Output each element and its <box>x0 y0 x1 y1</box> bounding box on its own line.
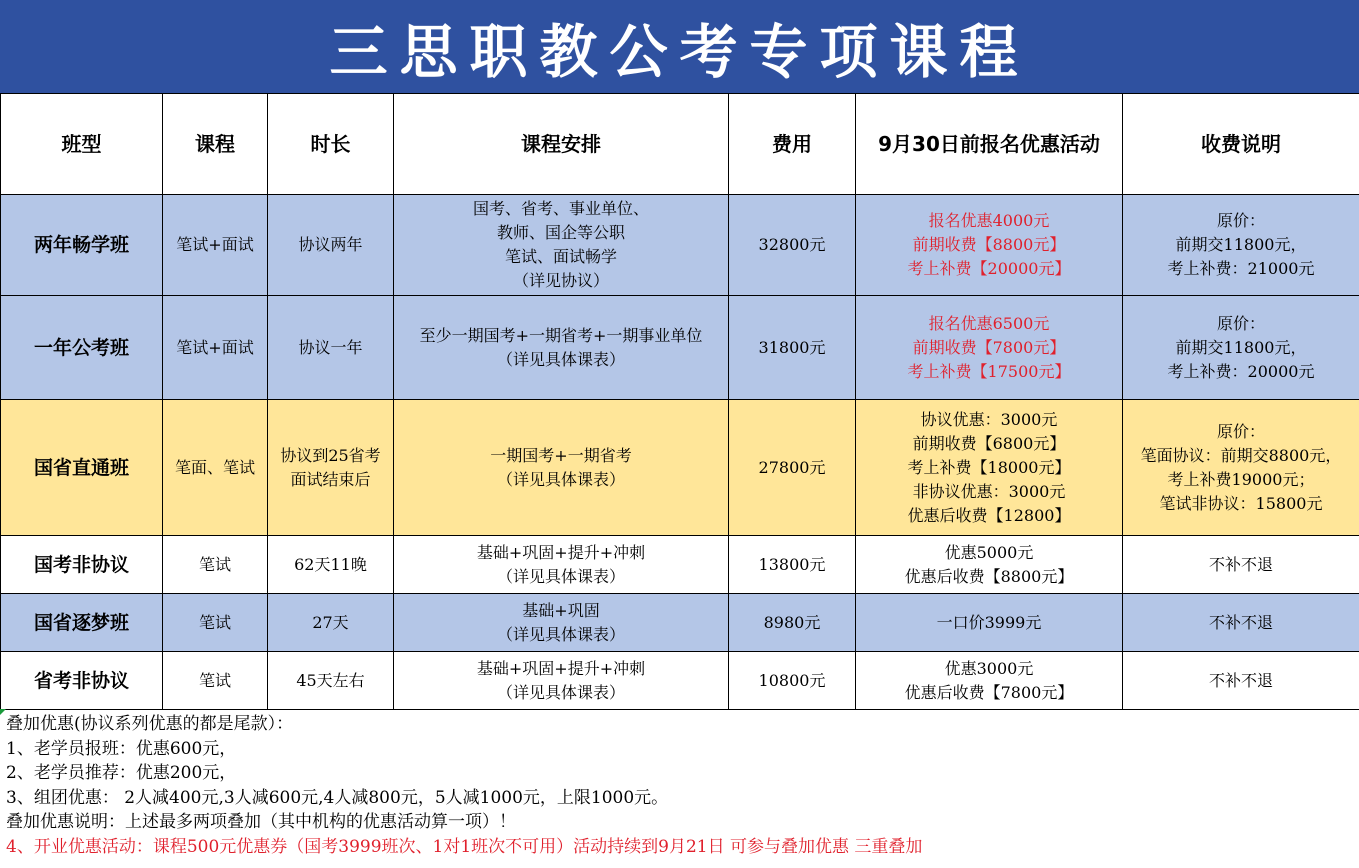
duration-cell <box>268 400 394 536</box>
schedule-cell <box>394 652 729 710</box>
schedule-cell <box>394 400 729 536</box>
fee-note-line: 考上补费19000元； <box>1167 469 1315 489</box>
course-cell: 笔试+面试 <box>163 195 268 296</box>
footer-line: 叠加优惠说明：上述最多两项叠加（其中机构的优惠活动算一项）！ <box>6 812 516 832</box>
course-cell: 笔面、笔试 <box>163 400 268 536</box>
table-row <box>1 594 1359 652</box>
fee-note-line: 不补不退 <box>1208 554 1273 574</box>
table-body <box>1 195 1359 710</box>
promo-line: 考上补费【18000元】 <box>907 457 1071 477</box>
fee-cell: 31800元 <box>729 296 856 400</box>
promo-line: 前期收费【6800元】 <box>912 433 1066 453</box>
fee-notes-cell <box>1123 652 1359 710</box>
promo-line: 考上补费【20000元】 <box>907 259 1071 278</box>
header-fee: 费用 <box>729 94 856 195</box>
fee-cell: 13800元 <box>729 536 856 594</box>
page-title: 三思职教公考专项课程 <box>329 17 1030 86</box>
fee-cell: 32800元 <box>729 195 856 296</box>
course-cell: 笔试 <box>163 594 268 652</box>
fee-note-line: 前期交11800元， <box>1175 337 1307 357</box>
duration-line: 面试结束后 <box>290 469 371 489</box>
fee-note-line: 考上补费：20000元 <box>1167 361 1315 381</box>
footer-line: 2、老学员推荐：优惠200元， <box>6 763 237 783</box>
promo-cell <box>856 195 1123 296</box>
schedule-line: （详见具体课表） <box>496 469 625 489</box>
promo-line: 报名优惠4000元 <box>928 211 1050 230</box>
table-row <box>1 536 1359 594</box>
duration-line: 27天 <box>312 612 349 632</box>
fee-notes-cell <box>1123 195 1359 296</box>
schedule-line: 基础+巩固+提升+冲刺 <box>476 542 646 562</box>
fee-cell: 8980元 <box>729 594 856 652</box>
table-row <box>1 195 1359 296</box>
fee-note-line: 原价： <box>1216 421 1265 441</box>
table-row <box>1 400 1359 536</box>
header-row <box>1 94 1359 195</box>
class-type-cell: 国省逐梦班 <box>1 594 163 652</box>
fee-note-line: 原价： <box>1216 211 1265 230</box>
fee-note-line: 笔面协议：前期交8800元， <box>1140 445 1342 465</box>
header-class-type: 班型 <box>1 94 163 195</box>
duration-line: 62天11晚 <box>294 554 367 574</box>
fee-notes-cell <box>1123 536 1359 594</box>
header-fee-notes: 收费说明 <box>1123 94 1359 195</box>
promo-cell <box>856 296 1123 400</box>
fee-note-line: 考上补费：21000元 <box>1167 259 1315 278</box>
course-cell: 笔试+面试 <box>163 296 268 400</box>
fee-note-line: 笔试非协议：15800元 <box>1159 493 1323 513</box>
promo-line: 一口价3999元 <box>936 612 1042 632</box>
promo-line: 优惠后收费【8800元】 <box>904 566 1074 586</box>
header-promo: 9月30日前报名优惠活动 <box>856 94 1123 195</box>
schedule-line: 一期国考+一期省考 <box>490 445 632 465</box>
table-row <box>1 296 1359 400</box>
fee-notes-cell <box>1123 594 1359 652</box>
fee-note-line: 不补不退 <box>1208 612 1273 632</box>
footer-line: 叠加优惠(协议系列优惠的都是尾款）： <box>6 714 294 734</box>
course-cell: 笔试 <box>163 536 268 594</box>
duration-line: 协议一年 <box>298 337 363 357</box>
footer-line: 1、老学员报班：优惠600元， <box>6 738 237 759</box>
promo-line: 优惠后收费【12800】 <box>907 505 1071 525</box>
footer-line: 3、组团优惠： 2人减400元,3人减600元,4人减800元，5人减1000元，上限1000元。 <box>6 787 669 808</box>
class-type-cell: 省考非协议 <box>1 652 163 710</box>
class-type-cell: 国考非协议 <box>1 536 163 594</box>
header-schedule: 课程安排 <box>394 94 729 195</box>
fee-note-line: 前期交11800元， <box>1175 235 1307 254</box>
promo-line: 优惠5000元 <box>944 542 1034 562</box>
promo-cell <box>856 536 1123 594</box>
fee-note-line: 不补不退 <box>1208 670 1273 690</box>
table-row <box>1 652 1359 710</box>
fee-note-line: 原价： <box>1216 313 1265 333</box>
promo-line: 前期收费【8800元】 <box>912 235 1066 254</box>
duration-cell <box>268 652 394 710</box>
promo-line: 报名优惠6500元 <box>928 313 1050 333</box>
promo-line: 考上补费【17500元】 <box>907 361 1071 381</box>
promo-cell <box>856 400 1123 536</box>
schedule-line: 笔试、面试畅学 <box>504 247 617 266</box>
promo-line: 协议优惠：3000元 <box>920 409 1058 429</box>
schedule-line: （详见具体课表） <box>496 682 625 702</box>
duration-cell <box>268 296 394 400</box>
footer-highlight-line: 4、开业优惠活动：课程500元优惠券（国考3999班次、1对1班次不可用）活动持续到9月21日 可参与叠加优惠 三重叠加 <box>6 836 923 857</box>
promo-line: 前期收费【7800元】 <box>912 337 1066 357</box>
class-type-cell: 两年畅学班 <box>1 195 163 296</box>
class-type-cell: 一年公考班 <box>1 296 163 400</box>
schedule-line: （详见具体课表） <box>496 349 625 369</box>
course-table <box>0 93 1359 710</box>
promo-line: 优惠后收费【7800元】 <box>904 682 1074 702</box>
duration-line: 协议到25省考 <box>280 445 381 465</box>
schedule-line: 基础+巩固 <box>522 600 600 620</box>
duration-cell <box>268 594 394 652</box>
schedule-line: 教师、国企等公职 <box>496 223 625 242</box>
fee-cell: 27800元 <box>729 400 856 536</box>
promo-cell <box>856 652 1123 710</box>
schedule-cell <box>394 195 729 296</box>
promo-cell <box>856 594 1123 652</box>
schedule-line: （详见具体课表） <box>496 566 625 586</box>
duration-line: 45天左右 <box>296 670 365 690</box>
schedule-line: 至少一期国考+一期省考+一期事业单位 <box>419 325 703 345</box>
schedule-cell <box>394 536 729 594</box>
course-cell: 笔试 <box>163 652 268 710</box>
promo-line: 非协议优惠：3000元 <box>912 481 1066 501</box>
fee-notes-cell <box>1123 296 1359 400</box>
schedule-cell <box>394 594 729 652</box>
footer-notes <box>6 712 1356 859</box>
schedule-line: 国考、省考、事业单位、 <box>472 199 649 218</box>
class-type-cell: 国省直通班 <box>1 400 163 536</box>
header-duration: 时长 <box>268 94 394 195</box>
schedule-line: 基础+巩固+提升+冲刺 <box>476 658 646 678</box>
fee-cell: 10800元 <box>729 652 856 710</box>
schedule-cell <box>394 296 729 400</box>
fee-notes-cell <box>1123 400 1359 536</box>
schedule-line: （详见协议） <box>512 271 609 290</box>
title-banner <box>0 0 1359 93</box>
duration-cell <box>268 195 394 296</box>
duration-cell <box>268 536 394 594</box>
schedule-line: （详见具体课表） <box>496 624 625 644</box>
promo-line: 优惠3000元 <box>944 658 1034 678</box>
duration-line: 协议两年 <box>298 235 363 254</box>
header-course: 课程 <box>163 94 268 195</box>
